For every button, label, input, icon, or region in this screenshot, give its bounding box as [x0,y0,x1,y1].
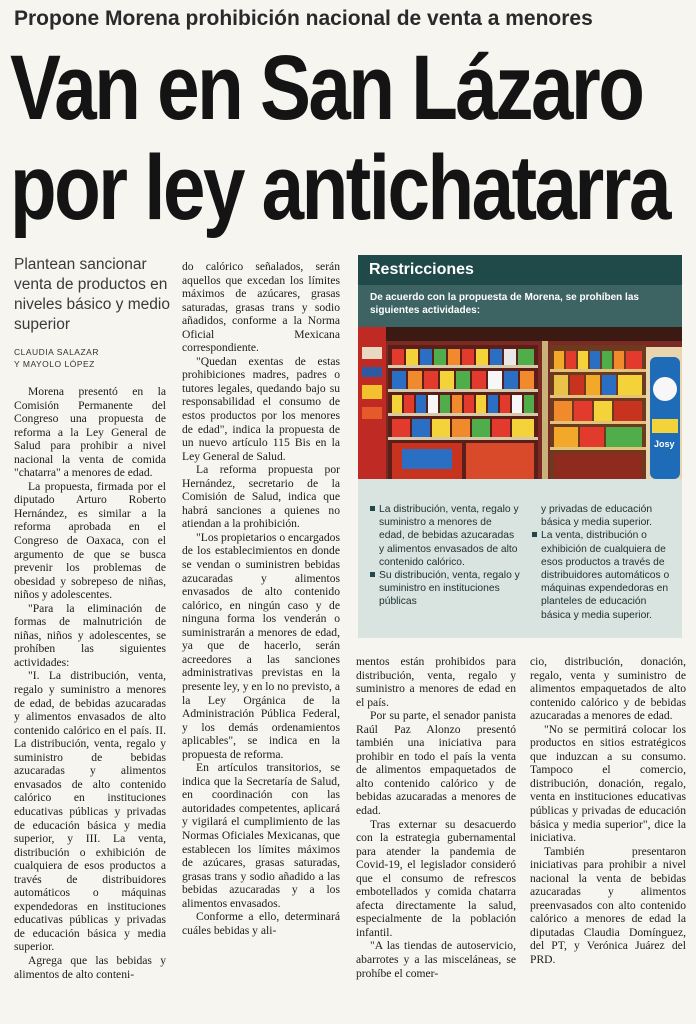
photo-sign-text: Josy [654,439,675,449]
bullet-item [370,569,520,609]
bullet-continuation: y privadas de educación básica y media superior. [541,504,653,529]
paragraph: "Los propietarios o encargados de los establecimientos en donde se vendan o suministren bebidas azucaradas y alimentos envasados de alto contenido calórico, en ningún caso y de ninguna forma los venderán o suministrarán a menores de edad, ya que de hacerlo, serán acreedores a las sanciones administrativas previstas en la presente ley, y en lo no previsto, a la Ley Orgánica de la Administración Pública Federal, y los demás ordenamientos aplicables", se indica en la propuesta de reforma. [182,530,340,761]
paragraph: "A las tiendas de autoservicio, abarrotes y a las misceláneas, se prohíbe el comer- [356,939,516,980]
paragraph: Tras externar su desacuerdo con la estrategia gubernamental para atender la pandemia de Covid-19, el legislador consideró que el consumo de refrescos embotellados y comida chatarra afecta directamente la salud, especialmente de la población infantil. [356,817,516,939]
article-column-4 [530,655,686,967]
bullet-text: La distribución, venta, regalo y suministro a menores de edad, de bebidas azucaradas y alimentos envasados de alto contenido calórico. [379,504,519,568]
sidebar-intro: De acuerdo con la propuesta de Morena, se prohíben las siguientes actividades: [358,285,682,327]
paragraph: Agrega que las bebidas y alimentos de alto conteni- [14,953,166,981]
paragraph: "Quedan exentas de estas prohibiciones madres, padres o tutores legales, quedando bajo su responsabilidad el consumo de estos productos por los menores de edad", indica la propuesta de un nuevo artículo 115 Bis en la Ley General de Salud. [182,354,340,463]
article-column-2 [182,260,340,937]
paragraph: También presentaron iniciativas para prohibir a nivel nacional la venta de bebidas azucaradas y alimentos preenvasados con alto contenido calórico a menores de edad la diputadas Claudia Domínguez, del PT, y Verónica Juárez del PRD. [530,844,686,967]
bullet-square-icon [370,506,375,511]
bullet-text: La venta, distribución o exhibición de cualquiera de esos productos a través de distribuidores automáticos o máquinas expendedoras en planteles de educación básica y media superior. [541,530,670,621]
restrictions-sidebar [358,255,682,638]
sidebar-right-bullets [532,503,678,622]
paragraph: "No se permitirá colocar los productos en sitios estratégicos que induzcan a su consumo. Tampoco el comercio, distribución, donación, regalo, venta en instituciones educativas públicas y privadas de educación básica y media superior", dice la iniciativa. [530,722,686,845]
bullet-square-icon [370,572,375,577]
bullet-square-icon [532,532,537,537]
paragraph: Morena presentó en la Comisión Permanente del Congreso una propuesta de reforma a la Ley General de Salud para prohibir a nivel nacional la venta de comida "chatarra" a menores de edad. [14,385,166,480]
deck: Plantean sancionar venta de productos en niveles básico y medio superior [14,256,170,333]
paragraph: En artículos transitorios, se indica que la Secretaría de Salud, en coordinación con las autoridades competentes, aplicará y vigilará el cumplimiento de las Normas Oficiales Mexicanas, que establecen los límites máximos de azúcares, grasas saturadas, grasas trans y sodio añadido a las bebidas azucaradas y a los alimentos envasados. [182,761,340,910]
paragraph: La reforma propuesta por Hernández, secretario de la Comisión de Salud, indica que habrá sanciones a quienes no atiendan a la prohibición. [182,463,340,531]
sidebar-title: Restricciones [358,255,682,285]
paragraph: "Para la eliminación de formas de malnutrición de niñas, niños y adolescentes, se prohíben las siguientes actividades: [14,601,166,669]
byline-author-1: CLAUDIA SALAZAR [14,347,99,357]
byline-author-2: Y MAYOLO LÓPEZ [14,359,95,369]
bullet-item [532,529,678,621]
paragraph: mentos están prohibidos para distribución, venta, regalo y suministro a menores de edad en el país. [356,655,516,709]
bullet-text: Su distribución, venta, regalo y suministro en instituciones públicas [379,570,520,608]
article-column-3 [356,655,516,980]
paragraph: cio, distribución, donación, regalo, venta y suministro de alimentos empaquetados de alto contenido calórico y de bebidas azucaradas a menores de edad. [530,655,686,723]
store-shelves-illustration [358,327,682,479]
paragraph: do calórico señalados, serán aquellos que excedan los límites máximos de azúcares, grasas saturadas, grasas trans y sodio añadidos, conforme a la Norma Oficial Mexicana correspondiente. [182,260,340,355]
sidebar-left-bullets [370,503,520,609]
paragraph: Por su parte, el senador panista Raúl Paz Alonzo presentó también una iniciativa para prohibir en todo el país la venta de alimentos empaquetados de alto contenido calórico y de bebidas azucaradas a menores de edad. [356,709,516,818]
article-column-1 [14,385,166,981]
paragraph: La propuesta, firmada por el diputado Arturo Roberto Hernández, es similar a la reforma aprobada en el Congreso de Oaxaca, con el argumento de que se busca prevenir los problemas de obesidad y sobrepeso de niñas, niños y adolescentes. [14,479,166,602]
headline-line-1: Van en San Lázaro [10,37,643,139]
paragraph: "I. La distribución, venta, regalo y suministro a menores de edad, de bebidas azucaradas y alimentos envasados de alto contenido calórico en el país. II. La distribución, venta, regalo y suministro de bebidas azucaradas y alimentos envasados de alto contenido calórico en instituciones educativas públicas y privadas de educación básica y media superior, y III. La venta, distribución o exhibición de cualquiera de esos productos a través de distribuidores automáticos o máquinas expendedoras en instituciones educativas públicas y privadas de educación básica y media superior. [14,669,166,954]
kicker: Propone Morena prohibición nacional de venta a menores [14,7,593,30]
store-shelves-photo [358,327,682,479]
paragraph: Conforme a ello, determinará cuáles bebidas y ali- [182,910,340,937]
bullet-item [370,503,520,569]
byline [14,346,99,370]
headline-line-2: por ley antichatarra [10,137,669,239]
